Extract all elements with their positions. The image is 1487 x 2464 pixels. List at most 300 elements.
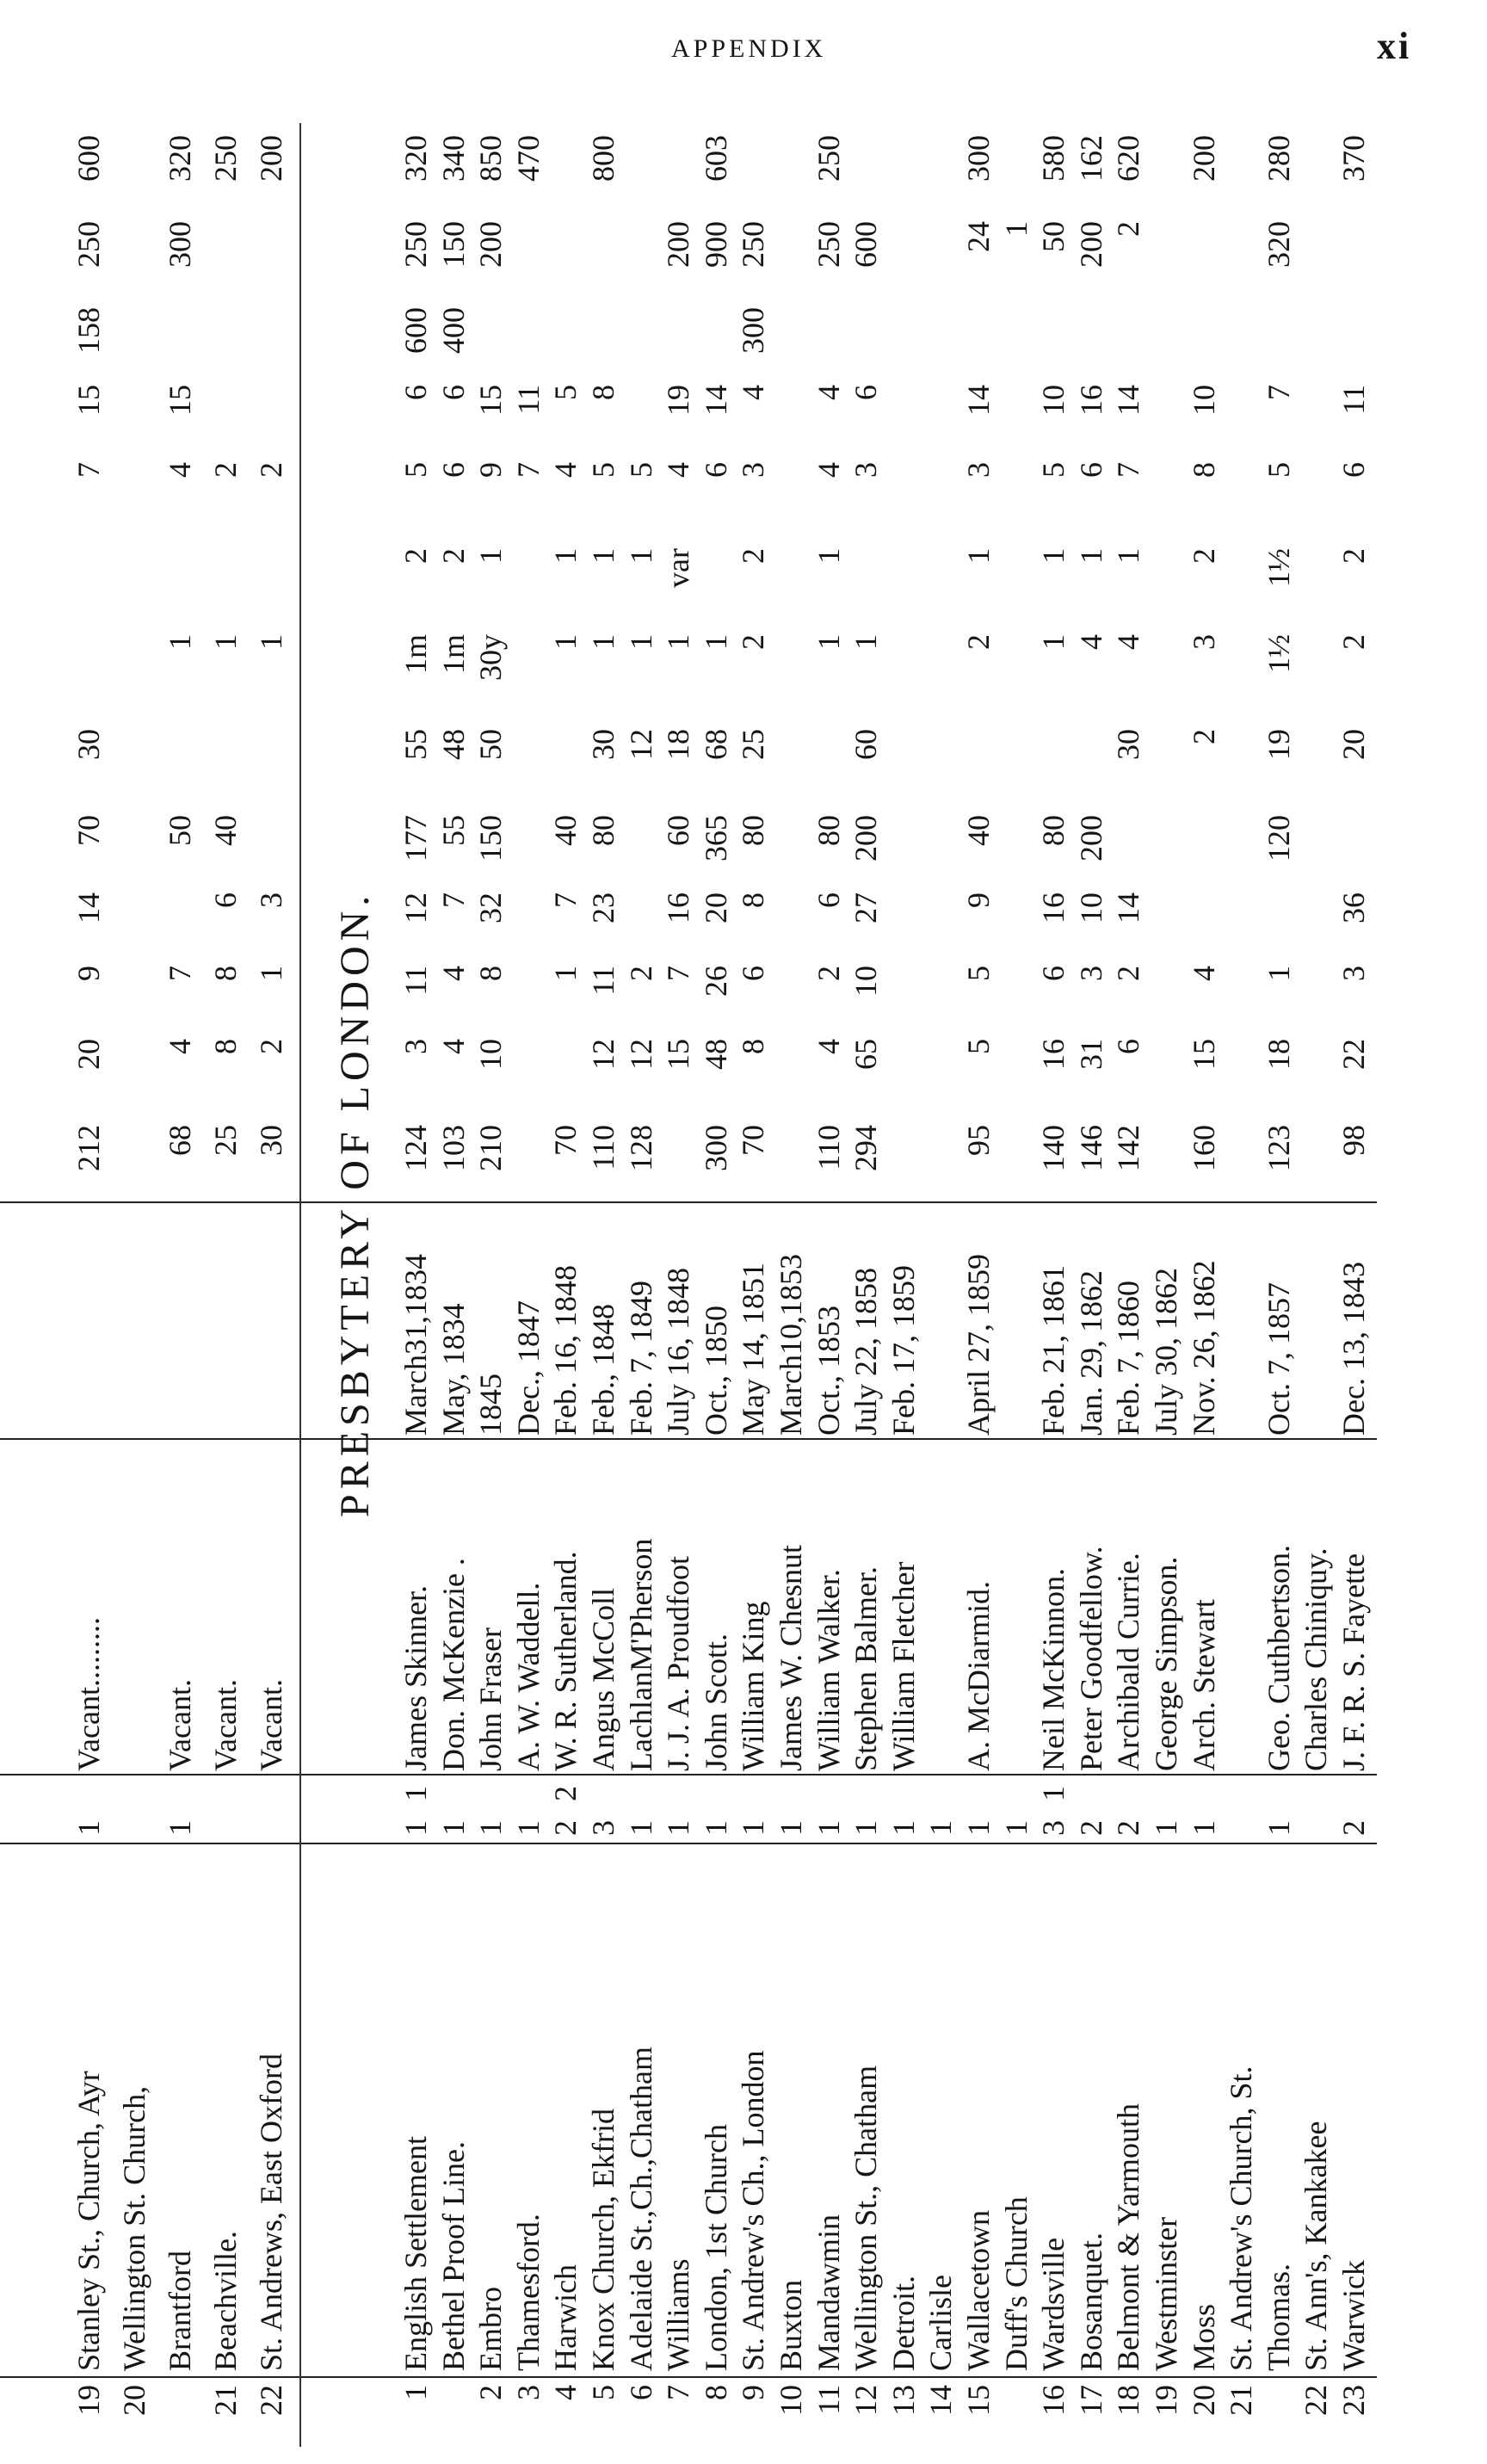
cell-a: 1 [473,1820,509,1836]
cell-c7: 2 [1336,634,1371,650]
cell-c2: 8 [208,1039,243,1054]
cell-c2: 5 [961,1039,996,1054]
cell-c2: 12 [586,1039,620,1070]
cell-date: Jan. 29, 1862 [1073,1270,1108,1436]
cell-date: Feb. 21, 1861 [1036,1265,1071,1436]
cell-c5: 70 [71,815,106,846]
cell-minister: J. F. R. S. Fayette [1336,1553,1371,1771]
cell-c3: 9 [71,966,106,981]
cell-name: St. Ann's, Kankakee [1299,2121,1334,2371]
cell-c8: 1½ [1261,548,1296,587]
cell-name: Harwich [548,2264,583,2371]
table-row [1071,106,1111,2464]
cell-c6: 30 [586,729,620,760]
cell-num: 21 [1224,2385,1259,2416]
cell-c9: 3 [848,462,884,478]
cell-c12: 1 [998,221,1033,237]
cell-c10: 10 [1036,385,1071,416]
cell-minister: Vacant. [254,1679,288,1771]
cell-name: Bethel Proof Line. [435,2141,471,2371]
cell-a: 1 [1261,1820,1296,1836]
cell-c6: 55 [398,729,433,760]
cell-num: 8 [698,2385,733,2400]
cell-name: Thomas. [1261,2263,1296,2371]
cell-c12: 250 [71,221,106,268]
cell-c8: 1 [586,548,620,564]
cell-c9: 5 [1261,462,1296,478]
cell-c3: 11 [586,966,620,996]
cell-c12: 150 [435,221,471,268]
cell-name: Warwick [1336,2259,1371,2371]
cell-a: 1 [736,1820,771,1836]
cell-c4: 27 [848,892,884,923]
cell-c12: 24 [961,221,996,252]
cell-num: 20 [117,2385,151,2416]
cell-c3: 7 [661,966,696,981]
cell-c4: 32 [473,892,509,923]
cell-c10: 14 [961,385,996,416]
cell-minister: Neil McKinnon. [1036,1568,1071,1771]
table-row [1108,106,1148,2464]
cell-c8: 1 [1036,548,1071,564]
cell-c10: 8 [586,385,620,400]
cell-c12: 600 [848,221,884,268]
cell-minister: Arch. Stewart [1186,1599,1221,1771]
cell-c3: 2 [811,966,846,981]
page-header-title: APPENDIX [671,34,827,63]
cell-c6: 12 [623,729,658,760]
cell-c12: 900 [698,221,733,268]
cell-num: 5 [586,2385,620,2400]
cell-num: 18 [1111,2385,1146,2416]
cell-b: 1 [398,1786,433,1801]
cell-c4: 20 [698,892,733,923]
cell-c7: 1 [811,634,846,650]
cell-c2: 22 [1336,1039,1371,1070]
cell-name: Adelaide St.,Ch.,Chatham [623,2047,658,2371]
cell-date: Feb. 16, 1848 [548,1265,583,1436]
cell-c9: 6 [698,462,733,478]
cell-c7: 30y [473,634,509,681]
table-row [546,106,585,2464]
cell-c7: 4 [1073,634,1108,650]
table-row [696,106,736,2464]
cell-c8: 1 [548,548,583,564]
page-number: xi [1377,25,1412,67]
cell-c10: 6 [398,385,433,400]
cell-c6: 50 [473,729,509,760]
cell-c3: 7 [163,966,197,981]
cell-c9: 5 [1036,462,1071,478]
cell-c3: 1 [548,966,583,981]
cell-date: Nov. 26, 1862 [1186,1260,1221,1436]
table-row [621,106,661,2464]
cell-a: 2 [1073,1820,1108,1836]
cell-c3: 4 [435,966,471,981]
cell-a: 1 [961,1820,996,1836]
cell-c10: 15 [71,385,106,416]
table-row [996,106,1036,2464]
cell-c10: 11 [1336,385,1371,415]
section-title: PRESBYTERY OF LONDON. [332,890,378,1517]
cell-a: 1 [698,1820,733,1836]
cell-b: 1 [1036,1786,1071,1801]
cell-c5: 80 [736,815,771,846]
cell-num: 17 [1073,2385,1108,2416]
cell-date: Feb., 1848 [586,1304,620,1436]
cell-c7: 3 [1186,634,1221,650]
cell-c1: 160 [1186,1125,1221,1171]
cell-date: Oct. 7, 1857 [1261,1282,1296,1436]
cell-c9: 7 [1111,462,1146,478]
cell-name: English Settlement [398,2136,433,2371]
cell-c1: 70 [548,1125,583,1156]
cell-name: Stanley St., Church, Ayr [71,2071,106,2371]
cell-a: 1 [885,1820,921,1836]
cell-c13: 250 [811,135,846,182]
cell-minister: A. McDiarmid. [961,1581,996,1771]
cell-c6: 20 [1336,729,1371,760]
cell-c10: 5 [548,385,583,400]
cell-c6: 19 [1261,729,1296,760]
cell-c1: 110 [811,1125,846,1170]
cell-c5: 200 [1073,815,1108,861]
cell-c2: 65 [848,1039,884,1070]
cell-c9: 6 [1336,462,1371,478]
cell-c7: 1 [548,634,583,650]
cell-num: 20 [1186,2385,1221,2416]
cell-c9: 2 [208,462,243,478]
cell-date: 1845 [473,1374,509,1436]
table-row [884,106,923,2464]
cell-c4: 6 [811,892,846,908]
cell-name: Wellington St., Chatham [848,2065,884,2371]
cell-c5: 80 [586,815,620,846]
cell-a: 3 [586,1820,620,1836]
cell-c2: 4 [163,1039,197,1054]
cell-minister: W. R. Sutherland. [548,1551,583,1771]
cell-num: 7 [661,2385,696,2400]
cell-a: 1 [811,1820,846,1836]
table-row [921,106,960,2464]
cell-c7: 1 [163,634,197,650]
cell-a: 1 [848,1820,884,1836]
cell-name: Carlisle [923,2275,959,2371]
cell-c2: 6 [1111,1039,1146,1054]
cell-num: 13 [885,2385,921,2416]
cell-num: 10 [774,2385,808,2416]
cell-c3: 26 [698,966,733,997]
cell-c6: 30 [71,729,106,760]
cell-c3: 5 [961,966,996,981]
cell-c5: 177 [398,815,433,861]
cell-c13: 340 [435,135,471,182]
cell-minister: Stephen Balmer. [848,1566,884,1771]
cell-c4: 3 [254,892,288,908]
cell-minister: Vacant......... [71,1617,106,1771]
cell-a: 1 [661,1820,696,1836]
cell-c8: 2 [736,548,771,564]
cell-c9: 4 [661,462,696,478]
cell-num: 22 [254,2385,288,2416]
cell-c3: 1 [1261,966,1296,981]
cell-c10: 14 [698,385,733,416]
cell-c1: 123 [1261,1125,1296,1171]
cell-num: 4 [548,2385,583,2400]
cell-c5: 80 [1036,815,1071,846]
cell-c2: 4 [435,1039,471,1054]
cell-c1: 124 [398,1125,433,1171]
cell-name: Wallacetown [961,2209,996,2371]
cell-minister: William Fletcher [885,1561,921,1771]
cell-c2: 10 [473,1039,509,1070]
cell-c3: 1 [254,966,288,981]
cell-c9: 3 [961,462,996,478]
cell-c12: 200 [473,221,509,268]
cell-c12: 50 [1036,221,1071,252]
cell-c1: 146 [1073,1125,1108,1171]
cell-c4: 9 [961,892,996,908]
cell-c13: 200 [1186,135,1221,182]
cell-c10: 14 [1111,385,1146,416]
cell-name: Williams [661,2258,696,2371]
cell-c6: 30 [1111,729,1146,760]
cell-c6: 25 [736,729,771,760]
cell-c5: 50 [163,815,197,846]
cell-c13: 470 [510,135,546,182]
cell-c8: 2 [435,548,471,564]
cell-c12: 2 [1111,221,1146,237]
table-row [251,106,291,2464]
cell-date: Feb. 7, 1849 [623,1281,658,1436]
cell-c5: 55 [435,815,471,846]
cell-c9: 3 [736,462,771,478]
cell-c8: 1 [473,548,509,564]
cell-date: July 30, 1862 [1149,1267,1183,1436]
cell-c5: 120 [1261,815,1296,861]
table-row [69,106,108,2464]
cell-name: Thamesford. [510,2214,546,2371]
cell-date: April 27, 1859 [961,1254,996,1436]
cell-c10: 6 [435,385,471,400]
cell-c13: 620 [1111,135,1146,182]
cell-c8: 1 [1073,548,1108,564]
cell-c12: 300 [163,221,197,268]
table-row [206,106,245,2464]
cell-num: 9 [736,2385,771,2400]
cell-name: Duff's Church [998,2196,1033,2371]
cell-c8: 1 [623,548,658,564]
cell-c6: 48 [435,729,471,760]
table-row [509,106,548,2464]
cell-date: Feb. 17, 1859 [885,1265,921,1436]
cell-c11: 400 [435,307,471,354]
cell-c7: 2 [961,634,996,650]
cell-date: Feb. 7, 1860 [1111,1281,1146,1436]
cell-c10: 16 [1073,385,1108,416]
cell-c13: 162 [1073,135,1108,182]
cell-c12: 320 [1261,221,1296,268]
cell-c3: 6 [736,966,771,981]
cell-a: 1 [774,1820,808,1836]
cell-minister: William Walker. [811,1569,846,1771]
table-row [396,106,435,2464]
cell-c10: 4 [736,385,771,400]
cell-c5: 200 [848,815,884,861]
cell-c13: 250 [208,135,243,182]
cell-c9: 6 [435,462,471,478]
cell-c8: 2 [398,548,433,564]
cell-c1: 110 [586,1125,620,1170]
cell-c1: 30 [254,1125,288,1156]
cell-name: Wellington St. Church, [117,2085,151,2371]
cell-c1: 128 [623,1125,658,1171]
cell-c7: 1 [661,634,696,650]
cell-b: 2 [548,1786,583,1801]
cell-c8: 2 [1336,548,1371,564]
cell-a: 1 [510,1820,546,1836]
cell-c7: 1 [254,634,288,650]
cell-a: 1 [1186,1820,1221,1836]
cell-c9: 4 [548,462,583,478]
cell-c3: 4 [1186,966,1221,981]
cell-a: 1 [1149,1820,1183,1836]
cell-minister: A. W. Waddell. [510,1582,546,1771]
cell-minister: Vacant. [208,1679,243,1771]
cell-c13: 320 [163,135,197,182]
cell-c1: 70 [736,1125,771,1156]
cell-minister: LachlanM'Pherson [623,1538,658,1771]
cell-c10: 7 [1261,385,1296,400]
cell-minister: Angus McColl [586,1587,620,1771]
cell-name: Beachville. [208,2231,243,2371]
cell-c8: 1 [961,548,996,564]
cell-c10: 10 [1186,385,1221,416]
cell-c4: 23 [586,892,620,923]
cell-date: Dec. 13, 1843 [1336,1262,1371,1436]
cell-c5: 150 [473,815,509,861]
cell-name: Wardsville [1036,2237,1071,2371]
cell-c12: 250 [811,221,846,268]
cell-c6: 68 [698,729,733,760]
cell-c1: 68 [163,1125,197,1156]
cell-num: 6 [623,2385,658,2400]
cell-c1: 103 [435,1125,471,1171]
cell-c10: 4 [811,385,846,400]
table-row [846,106,885,2464]
cell-c5: 365 [698,815,733,861]
cell-c5: 40 [548,815,583,846]
cell-num: 1 [398,2385,433,2400]
cell-num: 22 [1299,2385,1334,2416]
cell-c7: 1 [848,634,884,650]
cell-c13: 320 [398,135,433,182]
cell-c1: 98 [1336,1125,1371,1156]
table-row [1334,106,1373,2464]
table-row [434,106,473,2464]
cell-c1: 95 [961,1125,996,1156]
cell-num: 21 [208,2385,243,2416]
cell-c9: 8 [1186,462,1221,478]
cell-date: May, 1834 [435,1303,471,1436]
cell-minister: Charles Chiniquy. [1299,1547,1334,1771]
cell-c1: 210 [473,1125,509,1171]
cell-c2: 18 [1261,1039,1296,1070]
cell-c4: 7 [435,892,471,908]
cell-num: 23 [1336,2385,1371,2416]
cell-c4: 12 [398,892,433,923]
cell-c8: 1 [811,548,846,564]
cell-c9: 9 [473,462,509,478]
section-rule [299,123,301,2447]
table-row [1296,106,1336,2464]
cell-c10: 11 [510,385,546,415]
cell-date: March31,1834 [398,1254,433,1436]
cell-c2: 12 [623,1039,658,1070]
cell-num: 16 [1036,2385,1071,2416]
cell-c3: 10 [848,966,884,997]
cell-c11: 600 [398,307,433,354]
cell-c3: 3 [1336,966,1371,981]
cell-c6: 60 [848,729,884,760]
cell-num: 19 [1149,2385,1183,2416]
cell-date: Oct., 1850 [698,1306,733,1436]
rotated-table [0,106,1377,2464]
cell-num: 2 [473,2385,509,2400]
cell-c11: 158 [71,307,106,354]
table-row [1221,106,1261,2464]
table-row [771,106,811,2464]
cell-minister: John Scott. [698,1633,733,1771]
table-row [583,106,623,2464]
cell-minister: Don. McKenzie . [435,1558,471,1771]
cell-c13: 200 [254,135,288,182]
cell-a: 2 [1111,1820,1146,1836]
cell-c3: 8 [473,966,509,981]
table-row [1259,106,1299,2464]
cell-a: 3 [1036,1820,1071,1836]
cell-date: July 16, 1848 [661,1267,696,1436]
cell-name: St. Andrews, East Oxford [254,2053,288,2371]
cell-a: 1 [435,1820,471,1836]
cell-c12: 250 [736,221,771,268]
cell-num: 3 [510,2385,546,2400]
cell-c2: 8 [736,1039,771,1054]
table-row [160,106,200,2464]
cell-c7: 1m [398,634,433,675]
cell-c2: 3 [398,1039,433,1054]
cell-c1: 140 [1036,1125,1071,1171]
cell-c3: 8 [208,966,243,981]
table-row [658,106,698,2464]
cell-c4: 8 [736,892,771,908]
cell-c2: 16 [1036,1039,1071,1070]
cell-a: 1 [923,1820,959,1836]
cell-date: Dec., 1847 [510,1300,546,1436]
cell-c12: 250 [398,221,433,268]
cell-c7: 1m [435,634,471,675]
table-row [1146,106,1186,2464]
cell-c7: 1 [623,634,658,650]
cell-c4: 7 [548,892,583,908]
table-row [471,106,510,2464]
cell-a: 2 [1336,1820,1371,1836]
cell-c5: 60 [661,815,696,846]
cell-c9: 2 [254,462,288,478]
cell-name: London, 1st Church [698,2124,733,2371]
cell-num: 15 [961,2385,996,2416]
cell-minister: J. J. A. Proudfoot [661,1555,696,1771]
